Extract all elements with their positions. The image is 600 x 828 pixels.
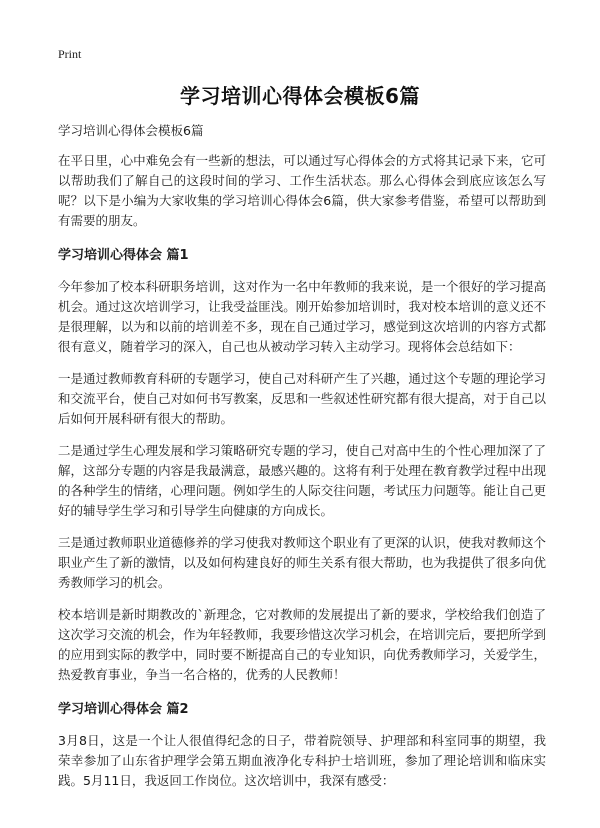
- document-title: 学习培训心得体会模板6篇: [180, 84, 420, 108]
- document-subtitle: 学习培训心得体会模板6篇: [58, 123, 204, 138]
- section2-paragraph: 3月8日，这是一个让人很值得纪念的日子，带着院领导、护理部和科室同事的期望，我荣幸参加了山东省护理学会第五期血液净化专科护士培训班，参加了理论培训和临床实践。5月11日，我返回工作岗位。这次培训中，我深有感受：: [58, 733, 546, 788]
- intro-paragraph: 在平日里，心中难免会有一些新的想法，可以通过写心得体会的方式将其记录下来，它可以帮助我们了解自己的这段时间的学习、工作生活状态。那么心得体会到底应该怎么写呢？以下是小编为大家收集的学习培训心得体会6篇，供大家参考借鉴，希望可以帮助到有需要的朋友。: [58, 153, 546, 228]
- section-heading-1: 学习培训心得体会 篇1: [58, 248, 189, 263]
- section1-paragraph: 今年参加了校本科研职务培训，这对作为一名中年教师的我来说，是一个很好的学习提高机会。通过这次培训学习，让我受益匪浅。刚开始参加培训时，我对校本培训的意义还不是很理解，以为和以前的培训差不多，现在自己通过学习，感觉到这次培训的内容方式都很有意义，随着学习的深入，自己也从被动学习转入主动学习。现将体会总结如下：: [58, 279, 546, 354]
- section1-paragraph: 一是通过教师教育科研的专题学习，使自己对科研产生了兴趣，通过这个专题的理论学习和交流平台，使自己对如何书写教案，反思和一些叙述性研究都有很大提高，对于自己以后如何开展科研有很大的帮助。: [58, 371, 546, 426]
- document-body: [58, 121, 546, 803]
- section1-paragraph: 校本培训是新时期教改的`新理念，它对教师的发展提出了新的要求，学校给我们创造了这次学习交流的机会，作为年轻教师，我要珍惜这次学习机会，在培训完后，要把所学到的应用到实际的教学中，同时要不断提高自己的专业知识，向优秀教师学习，关爱学生，热爱教育事业，争当一名合格的，优秀的人民教师！: [58, 607, 546, 682]
- section-heading-2: 学习培训心得体会 篇2: [58, 702, 189, 717]
- print-link[interactable]: Print: [58, 47, 82, 61]
- section1-paragraph: 三是通过教师职业道德修养的学习使我对教师这个职业有了更深的认识，使我对教师这个职业产生了新的激情，以及如何构建良好的师生关系有很大帮助，也为我提供了很多向优秀教师学习的机会。: [58, 535, 546, 590]
- section1-paragraph: 二是通过学生心理发展和学习策略研究专题的学习，使自己对高中生的个性心理加深了了解，这部分专题的内容是我最满意，最感兴趣的。这将有利于处理在教育教学过程中出现的各种学生的情绪，心理问题。例如学生的人际交往问题，考试压力问题等。能让自己更好的辅导学生学习和引导学生向健康的方向成长。: [58, 443, 546, 518]
